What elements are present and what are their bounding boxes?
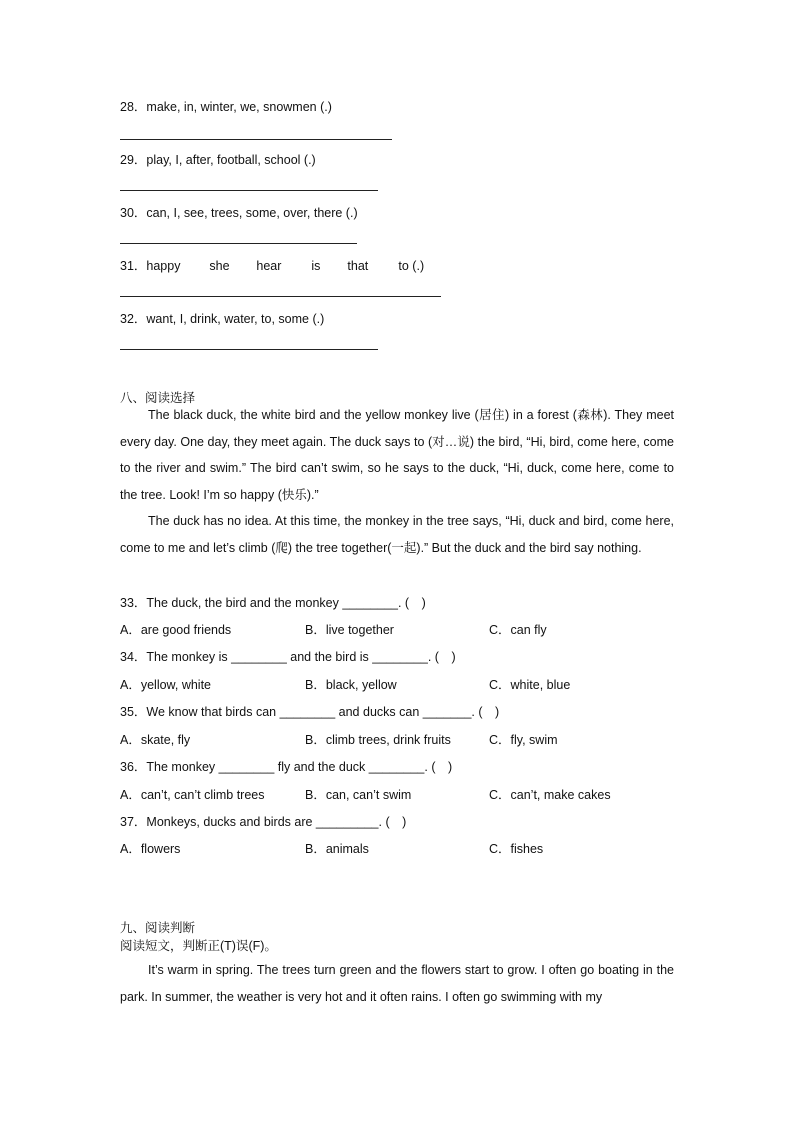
section9-paragraph-1: [120, 957, 674, 1010]
option-a[interactable]: A．yellow, white: [120, 678, 212, 692]
option-b[interactable]: B．can, can’t swim: [305, 788, 412, 802]
word: to (.): [398, 259, 425, 273]
word: that: [347, 259, 369, 273]
item-number: 28．: [120, 100, 147, 114]
word: happy: [146, 259, 181, 273]
item-text: can, I, see, trees, some, over, there (.): [146, 206, 358, 220]
option-a[interactable]: A．skate, fly: [120, 733, 191, 747]
word: hear: [256, 259, 282, 273]
option-a[interactable]: A．are good friends: [120, 623, 232, 637]
question-34: 34．The monkey is ________ and the bird is ________. ( ): [120, 650, 456, 664]
option-a[interactable]: A．can’t, can’t climb trees: [120, 788, 265, 802]
answer-line-30[interactable]: [120, 243, 357, 244]
item-text: play, I, after, football, school (.): [146, 153, 316, 167]
answer-line-29[interactable]: [120, 190, 378, 191]
item-number: 32．: [120, 312, 147, 326]
word: she: [209, 259, 230, 273]
item-number: 31．: [120, 259, 147, 273]
item-text: make, in, winter, we, snowmen (.): [146, 100, 332, 114]
section8-paragraph-2: [120, 508, 674, 561]
section9-heading: 九、阅读判断: [120, 921, 196, 935]
paragraph-text: The duck has no idea. At this time, the monkey in the tree says, “Hi, duck and bird, come here, come to me and let’s climb (爬) the tree together(一起).” But the duck and the bird say nothing.: [120, 514, 674, 555]
item-number: 30．: [120, 206, 147, 220]
answer-line-31[interactable]: [120, 296, 441, 297]
answer-line-32[interactable]: [120, 349, 378, 350]
option-c[interactable]: C．fishes: [489, 842, 544, 856]
option-b[interactable]: B．black, yellow: [305, 678, 397, 692]
item-29: [120, 150, 316, 168]
item-30: [120, 203, 358, 221]
option-c[interactable]: C．white, blue: [489, 678, 571, 692]
option-b[interactable]: B．climb trees, drink fruits: [305, 733, 451, 747]
option-b[interactable]: B．animals: [305, 842, 369, 856]
item-number: 29．: [120, 153, 147, 167]
paragraph-text: The black duck, the white bird and the yellow monkey live (居住) in a forest (森林). They meet every day. One day, they meet again. The duck says to (对…说) the bird, “Hi, bird, come here, come to the river and swim.” The bird can’t swim, so he says to the duck, “Hi, duck, come here, come to the tree. Look! I’m so happy (快乐).”: [120, 408, 674, 502]
word: is: [311, 259, 321, 273]
item-text: want, I, drink, water, to, some (.): [146, 312, 325, 326]
question-35: 35．We know that birds can ________ and ducks can _______. ( ): [120, 705, 500, 719]
paragraph-text: It’s warm in spring. The trees turn green and the flowers start to grow. I often go boating in the park. In summer, the weather is very hot and it often rains. I often go swimming with my: [120, 963, 674, 1004]
option-b[interactable]: B．live together: [305, 623, 394, 637]
question-36: 36．The monkey ________ fly and the duck ________. ( ): [120, 760, 453, 774]
option-c[interactable]: C．can’t, make cakes: [489, 788, 611, 802]
option-c[interactable]: C．fly, swim: [489, 733, 558, 747]
section8-paragraph-1: [120, 402, 674, 508]
item-31: [120, 256, 424, 274]
question-33: 33．The duck, the bird and the monkey ________. ( ): [120, 596, 426, 610]
item-28: [120, 97, 332, 115]
answer-line-28[interactable]: [120, 139, 392, 140]
question-37: 37．Monkeys, ducks and birds are _________. ( ): [120, 815, 407, 829]
option-a[interactable]: A．flowers: [120, 842, 181, 856]
option-c[interactable]: C．can fly: [489, 623, 547, 637]
section9-instruction: 阅读短文，判断正(T)误(F)。: [120, 939, 277, 953]
section8-heading: 八、阅读选择: [120, 391, 196, 405]
item-32: [120, 309, 324, 327]
